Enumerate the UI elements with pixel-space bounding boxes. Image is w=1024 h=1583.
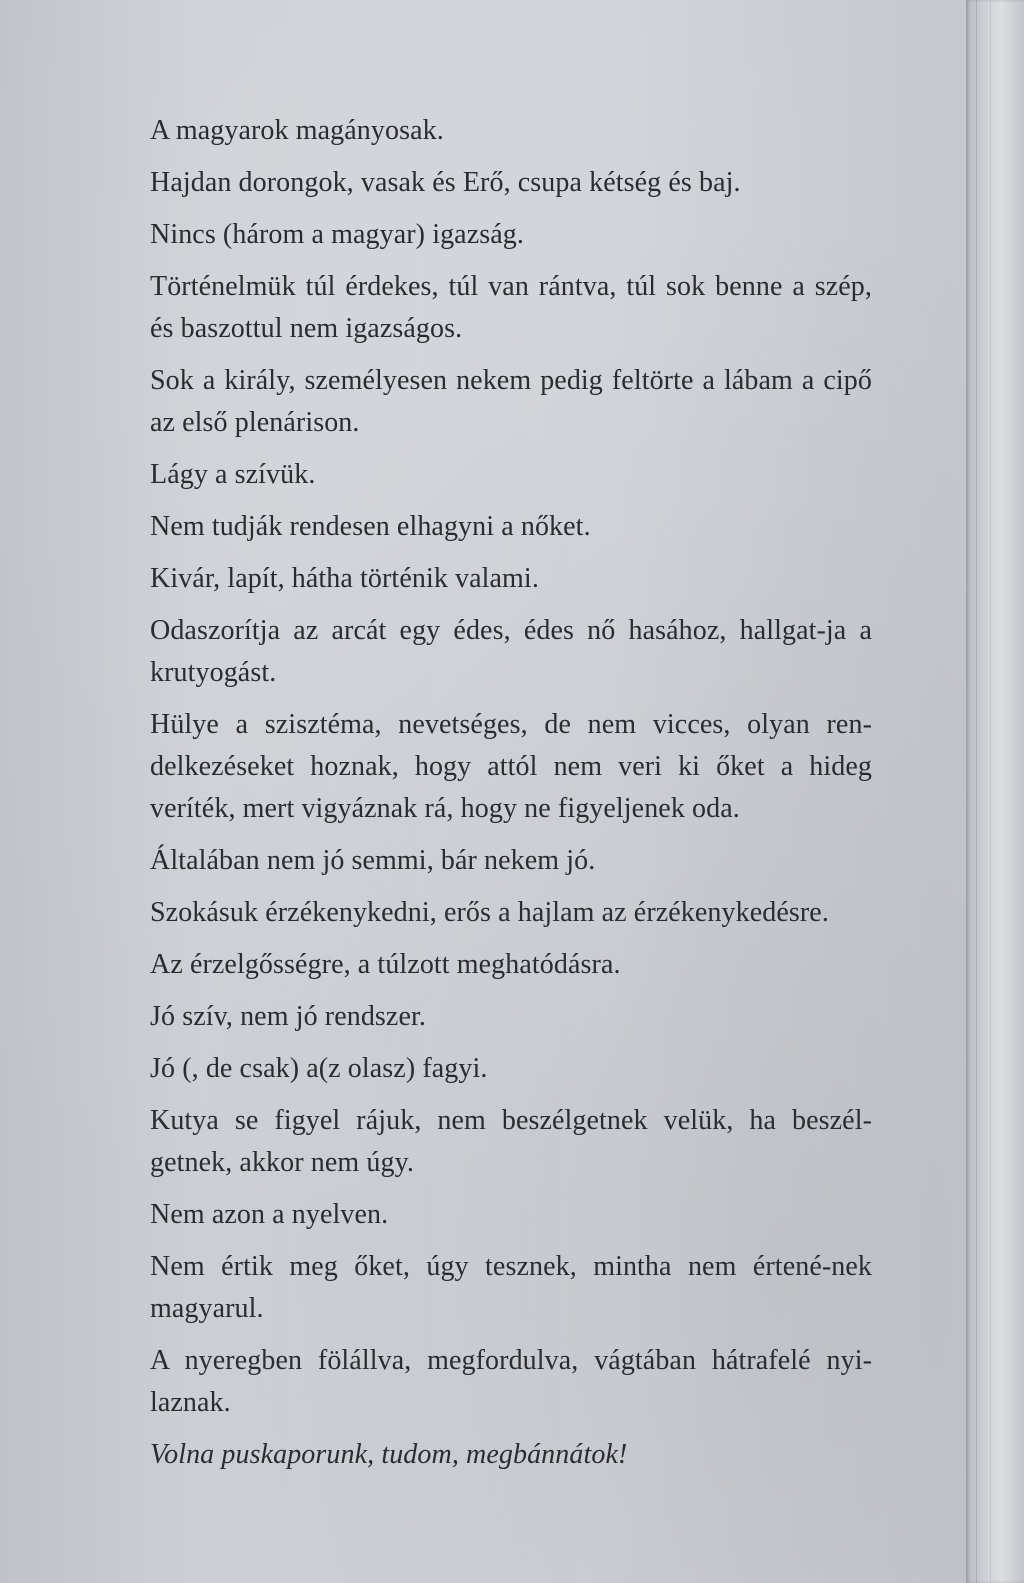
- paragraph-5: Sok a király, személyesen nekem pedig feltörte a lábam a cipő az első plenárison.: [150, 365, 872, 438]
- paragraph-7: Nem tudják rendesen elhagyni a nőket.: [150, 511, 591, 542]
- paragraph-6: Lágy a szívük.: [150, 459, 316, 490]
- paragraph-16: Kutya se figyel rájuk, nem beszélgetnek velük, ha beszél-getnek, akkor nem úgy.: [150, 1105, 872, 1178]
- page-edge: [966, 0, 1024, 1583]
- paragraph-18: Nem értik meg őket, úgy tesznek, mintha nem értené-nek magyarul.: [150, 1251, 872, 1324]
- paragraph-10: Hülye a szisztéma, nevetséges, de nem vicces, olyan ren-delkezéseket hoznak, hogy attól nem veri ki őket a hideg veríték, mert vigyáznak rá, hogy ne figyeljenek oda.: [150, 709, 872, 824]
- paragraph-13: Az érzelgősségre, a túlzott meghatódásra.: [150, 949, 621, 980]
- paragraph-15: Jó (, de csak) a(z olasz) fagyi.: [150, 1053, 488, 1084]
- text-block: [150, 110, 872, 1486]
- paragraph-19: A nyeregben fölállva, megfordulva, vágtában hátrafelé nyi-laznak.: [150, 1345, 872, 1418]
- paragraph-14: Jó szív, nem jó rendszer.: [150, 1001, 426, 1032]
- paragraph-8: Kivár, lapít, hátha történik valami.: [150, 563, 539, 594]
- paragraph-11: Általában nem jó semmi, bár nekem jó.: [150, 845, 596, 876]
- paragraph-9: Odaszorítja az arcát egy édes, édes nő hasához, hallgat-ja a krutyogást.: [150, 615, 872, 688]
- paragraph-3: Nincs (három a magyar) igazság.: [150, 219, 524, 250]
- paragraph-12: Szokásuk érzékenykedni, erős a hajlam az érzékenykedésre.: [150, 897, 829, 928]
- paragraph-1: A magyarok magányosak.: [150, 115, 444, 146]
- paragraph-17: Nem azon a nyelven.: [150, 1199, 389, 1230]
- paragraph-20-italic: Volna puskaporunk, tudom, megbánnátok!: [150, 1439, 628, 1470]
- paragraph-2: Hajdan dorongok, vasak és Erő, csupa kétség és baj.: [150, 167, 741, 198]
- paragraph-4: Történelmük túl érdekes, túl van rántva, túl sok benne a szép, és baszottul nem igazságos.: [150, 271, 872, 344]
